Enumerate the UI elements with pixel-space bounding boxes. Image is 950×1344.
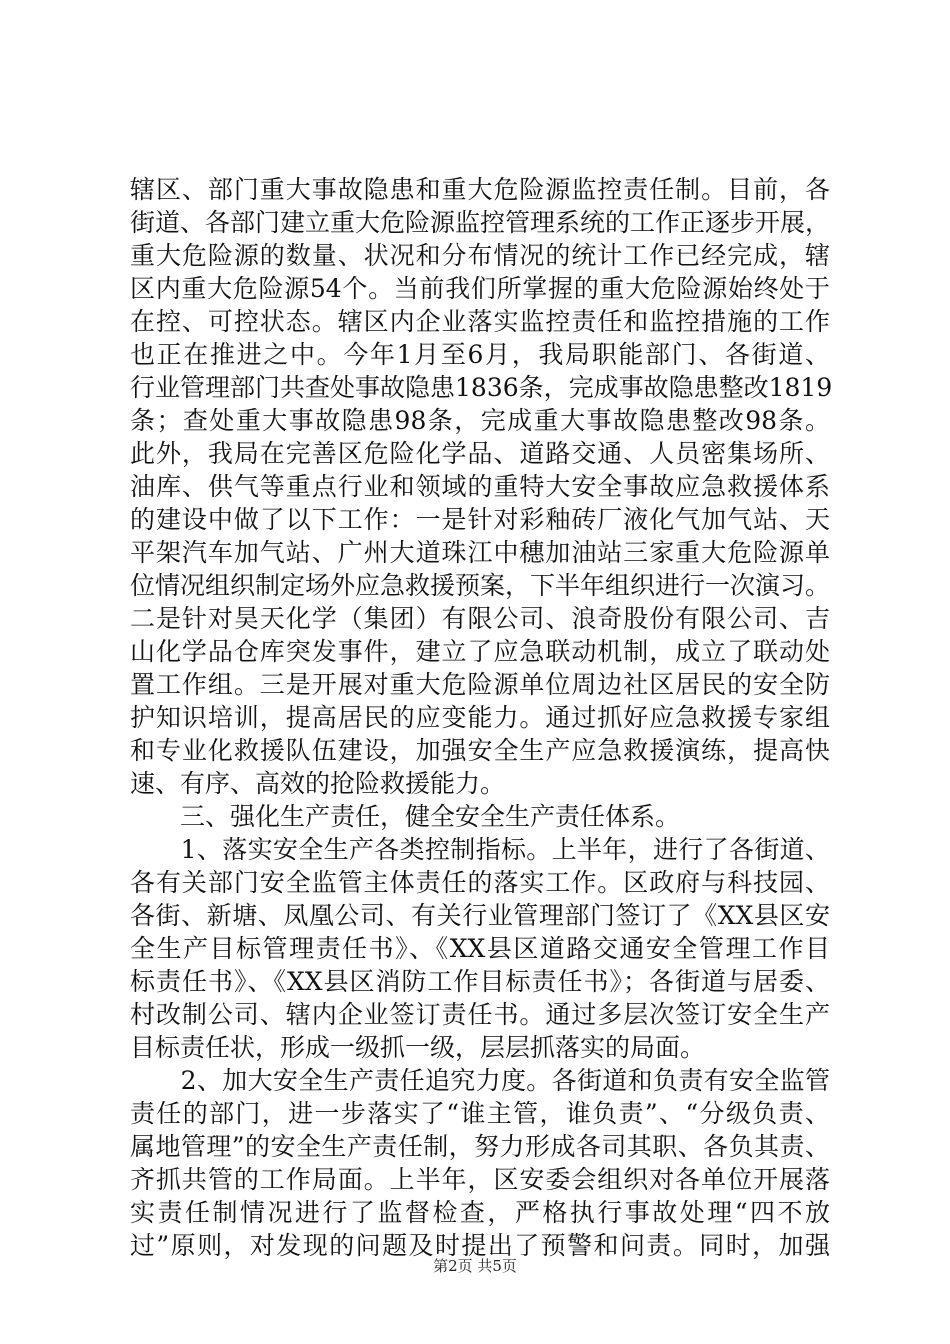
body-text [130,173,833,1262]
text-line: 过”原则，对发现的问题及时提出了预警和问责。同时，加强 [130,1231,830,1260]
text-line: 和专业化救援队伍建设，加强安全生产应急救援演练，提高快 [130,736,830,765]
text-line: 也正在推进之中。今年1月至6月，我局职能部门、各街道、 [130,340,830,369]
text-line: 行业管理部门共查处事故隐患1836条，完成事故隐患整改1819 [130,373,833,402]
text-line: 责任的部门，进一步落实了“谁主管，谁负责”、“分级负责、 [130,1099,830,1128]
text-line: 护知识培训，提高居民的应变能力。通过抓好应急救援专家组 [130,703,830,732]
text-line: 山化学品仓库突发事件，建立了应急联动机制，成立了联动处 [130,637,830,666]
text-line: 重大危险源的数量、状况和分布情况的统计工作已经完成，辖 [130,241,830,270]
text-line: 位情况组织制定场外应急救援预案，下半年组织进行一次演习。 [130,571,831,600]
text-line: 各有关部门安全监管主体责任的落实工作。区政府与科技园、 [130,868,830,897]
text-line: 油库、供气等重点行业和领域的重特大安全事故应急救援体系 [130,472,830,501]
text-line: 各街、新塘、凤凰公司、有关行业管理部门签订了《XX县区安 [130,901,830,930]
text-line: 1、落实安全生产各类控制指标。上半年，进行了各街道、 [130,835,830,864]
text-line: 属地管理”的安全生产责任制，努力形成各司其职、各负其责、 [130,1132,830,1161]
text-line: 条；查处重大事故隐患98条，完成重大事故隐患整改98条。 [130,406,830,435]
text-line: 区内重大危险源54个。当前我们所掌握的重大危险源始终处于 [130,274,830,303]
text-line: 速、有序、高效的抢险救援能力。 [130,769,506,798]
text-line: 在控、可控状态。辖区内企业落实监控责任和监控措施的工作 [130,307,830,336]
text-line: 村改制公司、辖内企业签订责任书。通过多层次签订安全生产 [130,1000,830,1029]
text-line: 街道、各部门建立重大危险源监控管理系统的工作正逐步开展， [130,208,831,237]
text-line: 全生产目标管理责任书》、《XX县区道路交通安全管理工作目 [130,934,830,963]
text-line: 此外，我局在完善区危险化学品、道路交通、人员密集场所、 [130,439,830,468]
text-line: 辖区、部门重大事故隐患和重大危险源监控责任制。目前，各 [130,175,830,204]
text-line: 的建设中做了以下工作：一是针对彩釉砖厂液化气加气站、天 [130,505,830,534]
text-line: 标责任书》、《XX县区消防工作目标责任书》；各街道与居委、 [130,967,830,996]
text-line: 平架汽车加气站、广州大道珠江中穗加油站三家重大危险源单 [130,538,830,567]
text-line: 置工作组。三是开展对重大危险源单位周边社区居民的安全防 [130,670,830,699]
text-line: 目标责任状，形成一级抓一级，层层抓落实的局面。 [130,1033,706,1062]
text-line: 齐抓共管的工作局面。上半年，区安委会组织对各单位开展落 [130,1165,830,1194]
page-number-footer: 第2页 共5页 [433,1257,517,1275]
text-line: 2、加大安全生产责任追究力度。各街道和负责有安全监管 [130,1066,830,1095]
text-line: 实责任制情况进行了监督检查，严格执行事故处理“四不放 [130,1198,830,1227]
text-line: 二是针对昊天化学（集团）有限公司、浪奇股份有限公司、吉 [130,604,830,633]
section-heading: 三、强化生产责任，健全安全生产责任体系。 [130,802,681,831]
